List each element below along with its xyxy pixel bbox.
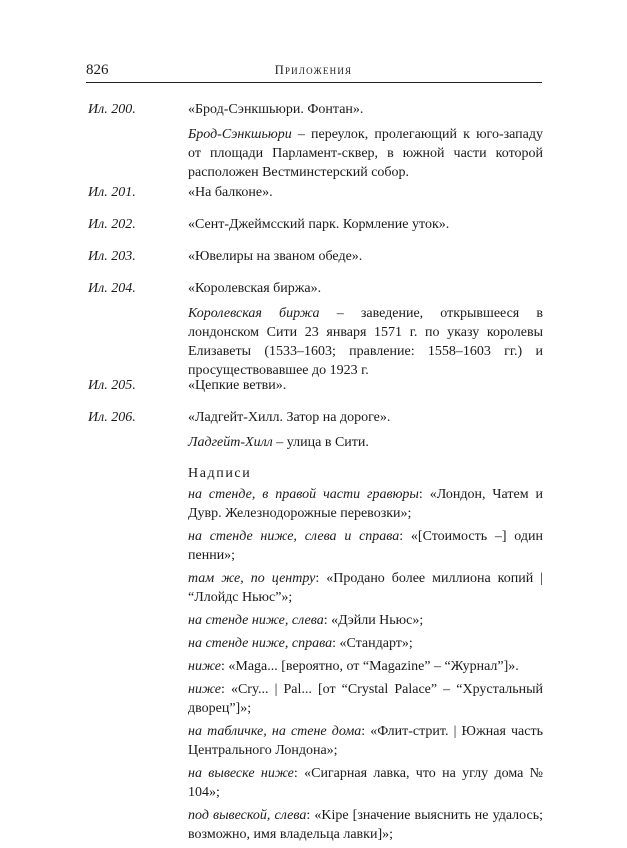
- entry-title: «Цепкие ветви».: [188, 378, 287, 393]
- entry-body: [188, 100, 543, 182]
- entry-title: «Ювелиры на званом обеде».: [188, 249, 363, 264]
- inscription-place: на вывеске ниже: [188, 766, 294, 781]
- inscription-place: там же, по центру: [188, 571, 316, 586]
- note-text: – заведение, открывшееся в лондонском Сити 23 января 1571 г. по указу королевы Елизаветы (1533–1603; правление: 1558–1603 гг.) и просуществовавшее до 1923 г.: [188, 306, 543, 378]
- entry-title: «Ладгейт-Хилл. Затор на дороге».: [188, 410, 391, 425]
- inscription-place: на табличке, на стене дома: [188, 724, 362, 739]
- inscription-text: : «[Стоимость –] один пенни»;: [188, 529, 543, 563]
- entry-label: Ил. 204.: [88, 281, 136, 296]
- note-term: Королевская биржа: [188, 306, 320, 321]
- note-text: – переулок, пролегающий к юго-западу от площади Парламент-сквер, в южной части которой расположен Вестминстерский собор.: [188, 127, 543, 180]
- running-header: Приложения: [274, 63, 353, 77]
- entry-label: Ил. 206.: [88, 410, 136, 425]
- entry-title: «Брод-Сэнкшьюри. Фонтан».: [188, 102, 364, 117]
- entry-title: «На балконе».: [188, 185, 273, 200]
- inscription-place: ниже: [188, 659, 221, 674]
- inscription-text: : «Cry... | Pal... [от “Crystal Palace” – “Хрустальный дворец”]»;: [188, 682, 543, 716]
- note-term: Ладгейт-Хилл: [188, 435, 273, 450]
- inscription-line: [188, 485, 543, 523]
- inscription-line: [188, 634, 543, 653]
- inscription-place: ниже: [188, 682, 221, 697]
- entry-body: [188, 376, 543, 395]
- entry-body: [188, 408, 543, 848]
- page-number: 826: [86, 62, 109, 78]
- inscription-place: на стенде ниже, слева и справа: [188, 529, 400, 544]
- inscription-text: : «Флит-стрит. | Южная часть Центрального Лондона»;: [188, 724, 543, 758]
- inscription-line: [188, 764, 543, 802]
- entry-label: Ил. 203.: [88, 249, 136, 264]
- inscription-place: на стенде ниже, справа: [188, 636, 333, 651]
- entry-body: [188, 279, 543, 380]
- header-rule: [86, 82, 542, 83]
- inscription-text: : «Лондон, Чатем и Дувр. Железнодорожные перевозки»;: [188, 487, 543, 521]
- entry-label: Ил. 201.: [88, 185, 136, 200]
- entry-body: [188, 215, 543, 234]
- inscription-line: [188, 806, 543, 844]
- inscription-line: [188, 657, 543, 676]
- inscription-line: [188, 680, 543, 718]
- inscription-place: под вывеской, слева: [188, 808, 307, 823]
- entry-label: Ил. 202.: [88, 217, 136, 232]
- note-term: Брод-Сэнкшьюри: [188, 127, 292, 142]
- entry-note: [188, 125, 543, 182]
- inscription-text: : «Maga... [вероятно, от “Magazine” – “Журнал”]».: [221, 659, 519, 674]
- inscription-line: [188, 611, 543, 630]
- inscription-text: : «Kipe [значение выяснить не удалось; возможно, имя владельца лавки]»;: [188, 808, 543, 842]
- entry-label: Ил. 200.: [88, 102, 136, 117]
- entry-label: Ил. 205.: [88, 378, 136, 393]
- note-text: – улица в Сити.: [272, 435, 369, 450]
- entry-note: [188, 433, 543, 452]
- entry-title: «Королевская биржа».: [188, 281, 322, 296]
- inscription-text: : «Сигарная лавка, что на углу дома № 104»;: [188, 766, 543, 800]
- inscription-line: [188, 527, 543, 565]
- entry-body: [188, 247, 543, 266]
- inscription-line: [188, 569, 543, 607]
- inscriptions-heading: Надписи: [188, 466, 252, 481]
- inscription-text: : «Продано более миллиона копий | “Ллойдс Ньюс”»;: [188, 571, 544, 605]
- inscription-place: на стенде ниже, слева: [188, 613, 324, 628]
- entry-body: [188, 183, 543, 202]
- entry-title: «Сент-Джеймсский парк. Кормление уток».: [188, 217, 450, 232]
- inscription-place: на стенде, в правой части гравюры: [188, 487, 419, 502]
- inscription-text: : «Дэйли Ньюс»;: [323, 613, 424, 628]
- inscription-line: [188, 722, 543, 760]
- inscription-text: : «Стандарт»;: [332, 636, 413, 651]
- entry-note: [188, 304, 543, 380]
